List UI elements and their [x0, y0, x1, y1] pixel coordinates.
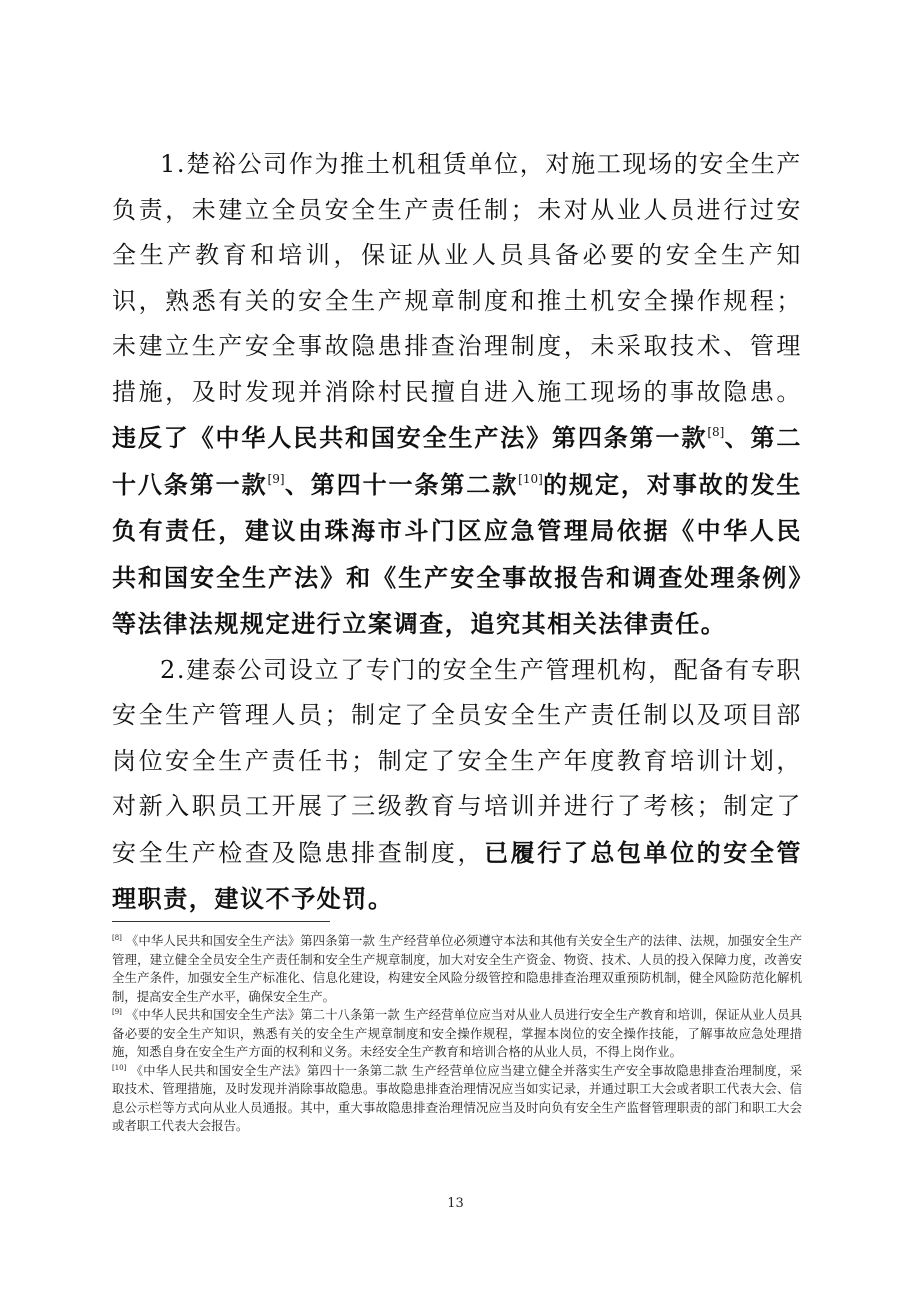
- footnote-10: [112, 1062, 802, 1136]
- page-number: 13: [447, 1196, 464, 1211]
- paragraph-1-bold-c: 、第四十一条第二款: [284, 469, 519, 499]
- footnote-ref-9[interactable]: [9]: [267, 471, 285, 486]
- paragraph-2-bold: 已履行了总包单位的安全管理职责，建议不予处罚。: [112, 837, 802, 913]
- paragraph-2-plain: 2.建泰公司设立了专门的安全生产管理机构，配备有专职安全生产管理人员；制定了全员安全生产责任制以及项目部岗位安全生产责任书；制定了安全生产年度教育培训计划，对新入职员工开展了三级教育与培训并进行了考核；制定了安全生产检查及隐患排查制度，: [112, 655, 802, 867]
- footnote-ref-10[interactable]: [10]: [518, 471, 543, 486]
- body-text: [112, 142, 802, 923]
- paragraph-1-bold-b: 、第二十八条第一款: [112, 423, 802, 499]
- footnote-text: 《中华人民共和国安全生产法》第四条第一款 生产经营单位必须遵守本法和其他有关安全生产的法律、法规，加强安全生产管理，建立健全全员安全生产责任制和安全生产规章制度，加大对安全生产资金、物资、技术、人员的投入保障力度，改善安全生产条件，加强安全生产标准化、信息化建设，构建安全风险分级管控和隐患排查治理双重预防机制，健全风险防范化解机制，提高安全生产水平，确保安全生产。: [112, 933, 802, 1004]
- footnote-marker: [10]: [112, 1063, 127, 1072]
- footnote-ref-8[interactable]: [8]: [707, 425, 725, 439]
- footnote-9: [112, 1006, 802, 1062]
- paragraph-1: [112, 142, 802, 648]
- footnote-8: [112, 932, 802, 1006]
- paragraph-1-plain: 1.楚裕公司作为推土机租赁单位，对施工现场的安全生产负责，未建立全员安全生产责任制；未对从业人员进行过安全生产教育和培训，保证从业人员具备必要的安全生产知识，熟悉有关的安全生产规章制度和推土机安全操作规程；未建立生产安全事故隐患排查治理制度，未采取技术、管理措施，及时发现并消除村民擅自进入施工现场的事故隐患。: [112, 150, 802, 406]
- footnote-marker: [9]: [112, 1008, 122, 1016]
- paragraph-2: [112, 648, 802, 923]
- footnote-divider: [112, 921, 330, 922]
- footnote-text: 《中华人民共和国安全生产法》第二十八条第一款 生产经营单位应当对从业人员进行安全生产教育和培训，保证从业人员具备必要的安全生产知识，熟悉有关的安全生产规章制度和安全操作规程，掌握本岗位的安全操作技能，了解事故应急处理措施，知悉自身在安全生产方面的权利和义务。未经安全生产教育和培训合格的从业人员，不得上岗作业。: [112, 1007, 802, 1059]
- footnote-marker: [8]: [112, 934, 122, 942]
- footnote-text: 《中华人民共和国安全生产法》第四十一条第二款 生产经营单位应当建立健全并落实生产安全事故隐患排查治理制度，采取技术、管理措施，及时发现并消除事故隐患。事故隐患排查治理情况应当如实记录，并通过职工大会或者职工代表大会、信息公示栏等方式向从业人员通报。其中，重大事故隐患排查治理情况应当及时向负有安全生产监督管理职责的部门和职工大会或者职工代表大会报告。: [112, 1062, 802, 1133]
- paragraph-1-bold-d: 的规定，对事故的发生负有责任，建议由珠海市斗门区应急管理局依据《中华人民共和国安全生产法》和《生产安全事故报告和调查处理条例》等法律法规规定进行立案调查，追究其相关法律责任。: [112, 469, 802, 638]
- footnotes: [112, 932, 802, 1136]
- paragraph-1-bold-a: 违反了《中华人民共和国安全生产法》第四条第一款: [112, 423, 708, 452]
